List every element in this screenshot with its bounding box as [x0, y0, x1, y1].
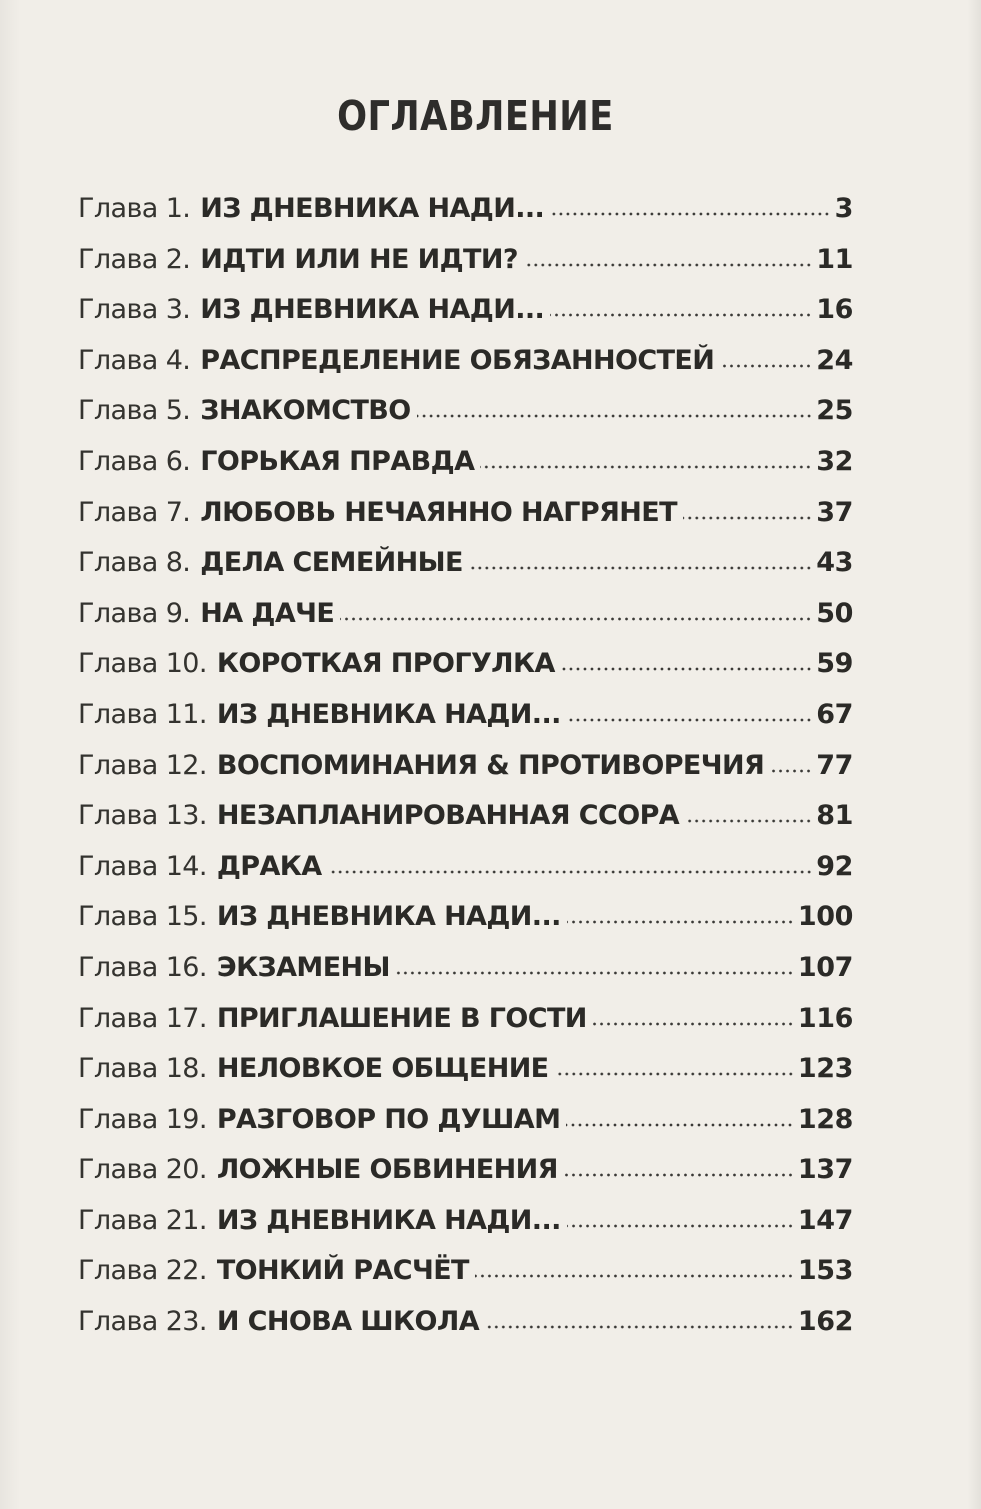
chapter-title: ИЗ ДНЕВНИКА НАДИ...	[216, 901, 561, 933]
chapter-title: НЕЛОВКОЕ ОБЩЕНИЕ	[216, 1053, 549, 1085]
dot-leader	[555, 1071, 794, 1077]
table-of-contents	[78, 184, 853, 1348]
page-number: 25	[816, 395, 853, 427]
page-number: 107	[797, 951, 853, 983]
chapter-number: Глава 5.	[78, 395, 191, 427]
page-number: 123	[797, 1053, 853, 1085]
chapter-title: ЭКЗАМЕНЫ	[216, 951, 390, 983]
toc-entry	[78, 184, 853, 235]
toc-entry	[78, 285, 853, 336]
dot-leader	[524, 262, 812, 268]
chapter-title: ЗНАКОМСТВО	[200, 395, 411, 427]
page-number: 11	[816, 243, 853, 275]
chapter-number: Глава 21.	[78, 1204, 207, 1236]
toc-entry	[78, 943, 853, 994]
chapter-title: НА ДАЧЕ	[200, 597, 335, 629]
page-title: ОГЛАВЛЕНИЕ	[337, 92, 614, 140]
toc-entry	[78, 336, 853, 387]
chapter-title: ИЗ ДНЕВНИКА НАДИ...	[216, 698, 561, 730]
chapter-title: ИЗ ДНЕВНИКА НАДИ...	[200, 193, 545, 224]
page-number: 128	[797, 1103, 853, 1135]
chapter-number: Глава 7.	[78, 496, 191, 528]
chapter-title: ДРАКА	[216, 850, 322, 882]
page-number: 59	[816, 648, 853, 680]
dot-leader	[340, 616, 812, 622]
chapter-number: Глава 8.	[78, 547, 191, 579]
toc-entry	[78, 791, 853, 842]
chapter-title: ИДТИ ИЛИ НЕ ИДТИ?	[200, 243, 518, 275]
dot-leader	[469, 565, 812, 571]
chapter-title: И СНОВА ШКОЛА	[216, 1306, 479, 1338]
dot-leader	[593, 1021, 794, 1027]
dot-leader	[485, 1324, 794, 1330]
chapter-number: Глава 9.	[78, 597, 191, 629]
chapter-number: Глава 1.	[78, 193, 191, 224]
page-number: 50	[816, 597, 853, 629]
chapter-number: Глава 23.	[78, 1306, 207, 1338]
dot-leader	[567, 919, 794, 925]
dot-leader	[770, 768, 812, 774]
dot-leader	[475, 1273, 794, 1279]
dot-leader	[550, 312, 812, 318]
toc-entry	[78, 842, 853, 893]
page-number: 147	[797, 1204, 853, 1236]
dot-leader	[567, 1223, 794, 1229]
dot-leader	[328, 869, 813, 875]
dot-leader	[550, 211, 830, 217]
page-number: 81	[816, 800, 853, 832]
page-number: 32	[816, 445, 853, 477]
page-number: 37	[816, 496, 853, 528]
toc-entry	[78, 1297, 853, 1348]
chapter-title: ЛЮБОВЬ НЕЧАЯННО НАГРЯНЕТ	[200, 496, 677, 528]
chapter-number: Глава 11.	[78, 698, 207, 730]
toc-entry	[78, 639, 853, 690]
chapter-number: Глава 3.	[78, 294, 191, 326]
page-number: 162	[797, 1306, 853, 1338]
chapter-number: Глава 2.	[78, 243, 191, 275]
toc-entry	[78, 1145, 853, 1196]
chapter-number: Глава 15.	[78, 901, 207, 933]
dot-leader	[561, 666, 812, 672]
dot-leader	[683, 515, 812, 521]
page-number: 100	[797, 901, 853, 933]
chapter-title: ИЗ ДНЕВНИКА НАДИ...	[200, 294, 545, 326]
toc-entry	[78, 1196, 853, 1247]
toc-entry	[78, 538, 853, 589]
dot-leader	[396, 970, 794, 976]
chapter-title: ЛОЖНЫЕ ОБВИНЕНИЯ	[216, 1154, 558, 1186]
toc-entry	[78, 892, 853, 943]
dot-leader	[567, 717, 812, 723]
page-number: 43	[816, 547, 853, 579]
dot-leader	[566, 1122, 793, 1128]
chapter-title: ТОНКИЙ РАСЧЁТ	[216, 1255, 469, 1287]
toc-entry	[78, 741, 853, 792]
toc-entry	[78, 1044, 853, 1095]
chapter-number: Глава 22.	[78, 1255, 207, 1287]
chapter-number: Глава 10.	[78, 648, 207, 680]
toc-entry	[78, 437, 853, 488]
page-number: 153	[797, 1255, 853, 1287]
toc-entry	[78, 994, 853, 1045]
chapter-title: КОРОТКАЯ ПРОГУЛКА	[216, 648, 555, 680]
dot-leader	[417, 413, 813, 419]
page-number: 3	[834, 193, 853, 224]
chapter-number: Глава 16.	[78, 951, 207, 983]
toc-entry	[78, 1095, 853, 1146]
dot-leader	[685, 818, 812, 824]
page-number: 16	[816, 294, 853, 326]
chapter-number: Глава 13.	[78, 800, 207, 832]
page-number: 77	[816, 749, 853, 781]
chapter-number: Глава 20.	[78, 1154, 207, 1186]
page-number: 92	[816, 850, 853, 882]
dot-leader	[480, 464, 812, 470]
toc-entry	[78, 690, 853, 741]
page-number: 67	[816, 698, 853, 730]
chapter-title: НЕЗАПЛАНИРОВАННАЯ ССОРА	[216, 800, 680, 832]
toc-entry	[78, 488, 853, 539]
page-number: 116	[797, 1002, 853, 1034]
toc-entry	[78, 1246, 853, 1297]
chapter-title: ГОРЬКАЯ ПРАВДА	[200, 445, 475, 477]
chapter-title: ВОСПОМИНАНИЯ & ПРОТИВОРЕЧИЯ	[216, 749, 765, 781]
page-number: 24	[816, 344, 853, 376]
chapter-number: Глава 4.	[78, 344, 191, 376]
chapter-number: Глава 17.	[78, 1002, 207, 1034]
chapter-number: Глава 18.	[78, 1053, 207, 1085]
page-number: 137	[797, 1154, 853, 1186]
dot-leader	[720, 363, 812, 369]
chapter-title: ПРИГЛАШЕНИЕ В ГОСТИ	[216, 1002, 587, 1034]
chapter-number: Глава 19.	[78, 1103, 207, 1135]
chapter-number: Глава 14.	[78, 850, 207, 882]
chapter-number: Глава 6.	[78, 445, 191, 477]
chapter-title: РАСПРЕДЕЛЕНИЕ ОБЯЗАННОСТЕЙ	[200, 344, 715, 376]
toc-entry	[78, 589, 853, 640]
toc-entry	[78, 386, 853, 437]
chapter-number: Глава 12.	[78, 749, 207, 781]
chapter-title: ИЗ ДНЕВНИКА НАДИ...	[216, 1204, 561, 1236]
toc-entry	[78, 235, 853, 286]
chapter-title: ДЕЛА СЕМЕЙНЫЕ	[200, 547, 463, 579]
chapter-title: РАЗГОВОР ПО ДУШАМ	[216, 1103, 561, 1135]
dot-leader	[564, 1172, 794, 1178]
